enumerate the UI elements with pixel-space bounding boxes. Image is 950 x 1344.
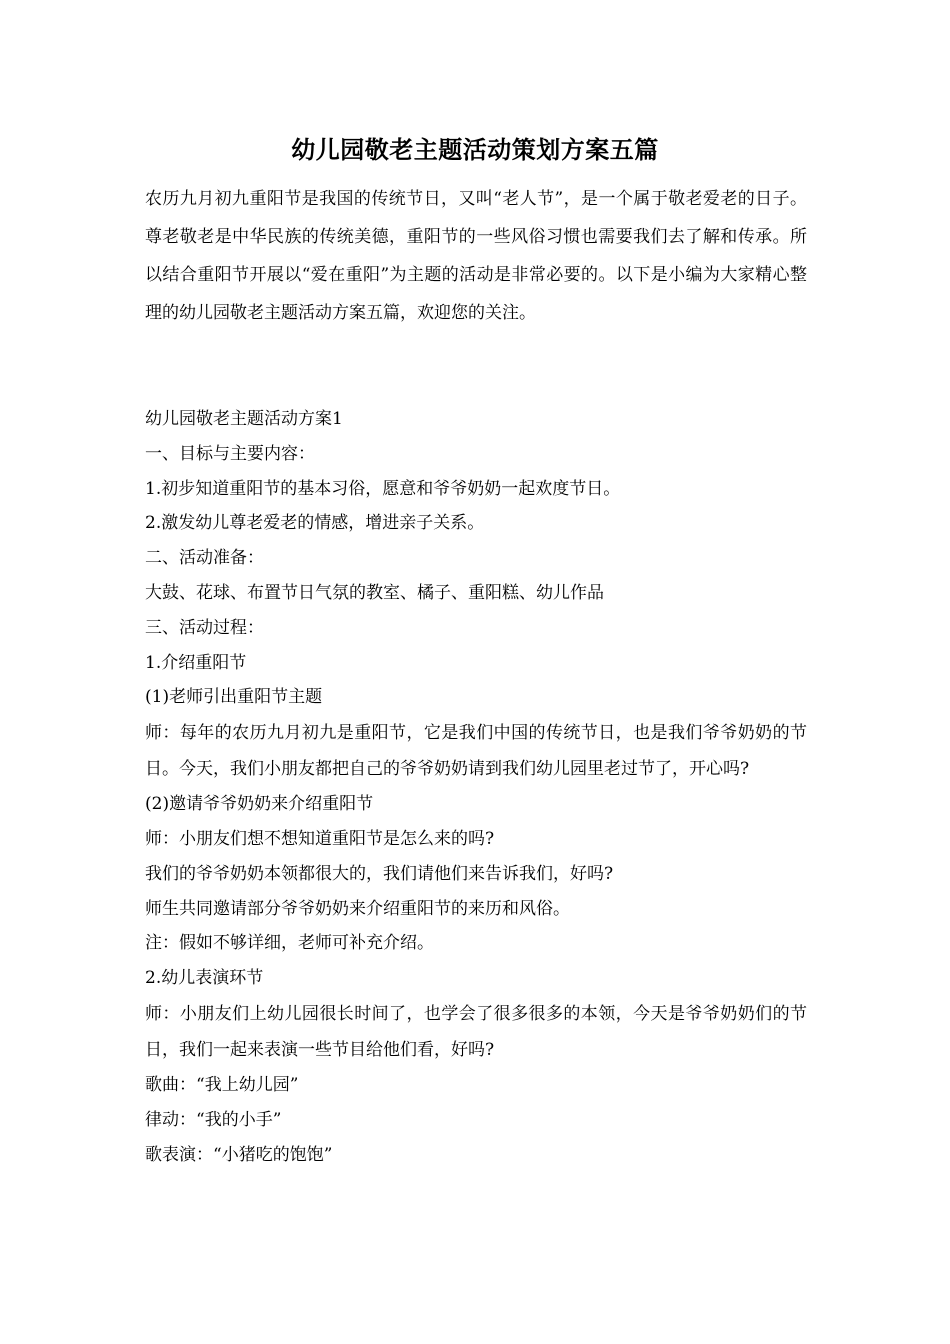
document-title: 幼儿园敬老主题活动策划方案五篇: [291, 135, 659, 164]
text-paragraph: 师：小朋友们上幼儿园很长时间了，也学会了很多很多的本领，今天是爷爷奶奶们的节日，我们一起来表演一些节目给他们看，好吗?: [145, 1003, 807, 1060]
text-line: (1)老师引出重阳节主题: [145, 687, 323, 708]
text-line: 我们的爷爷奶奶本领都很大的，我们请他们来告诉我们，好吗?: [145, 863, 614, 884]
text-line: 律动：“我的小手”: [145, 1109, 282, 1130]
subsection-heading: 三、活动过程：: [145, 617, 264, 638]
subsection-heading: 二、活动准备：: [145, 548, 264, 569]
text-paragraph: 师：每年的农历九月初九是重阳节，它是我们中国的传统节日，也是我们爷爷奶奶的节日。今天，我们小朋友都把自己的爷爷奶奶请到我们幼儿园里老过节了，开心吗?: [145, 723, 807, 780]
text-line: 歌表演：“小猪吃的饱饱”: [145, 1144, 333, 1165]
text-line: 1.介绍重阳节: [145, 652, 247, 673]
section-heading: 幼儿园敬老主题活动方案1: [145, 409, 343, 429]
text-line: 注：假如不够详细，老师可补充介绍。: [145, 933, 434, 954]
text-line: 1.初步知道重阳节的基本习俗，愿意和爷爷奶奶一起欢度节日。: [145, 478, 621, 499]
text-line: 2.幼儿表演环节: [145, 968, 264, 989]
intro-paragraph: 农历九月初九重阳节是我国的传统节日，又叫“老人节”，是一个属于敬老爱老的日子。尊老敬老是中华民族的传统美德，重阳节的一些风俗习惯也需要我们去了解和传承。所以结合重阳节开展以“爱在重阳”为主题的活动是非常必要的。以下是小编为大家精心整理的幼儿园敬老主题活动方案五篇，欢迎您的关注。: [145, 189, 807, 323]
text-line: 2.激发幼儿尊老爱老的情感，增进亲子关系。: [145, 513, 485, 534]
text-line: (2)邀请爷爷奶奶来介绍重阳节: [145, 794, 374, 815]
text-line: 师：小朋友们想不想知道重阳节是怎么来的吗?: [145, 828, 495, 849]
text-line: 歌曲：“我上幼儿园”: [145, 1074, 299, 1095]
body-content: [145, 402, 807, 1172]
text-line: 大鼓、花球、布置节日气氛的教室、橘子、重阳糕、幼儿作品: [145, 582, 604, 603]
text-line: 师生共同邀请部分爷爷奶奶来介绍重阳节的来历和风俗。: [145, 898, 570, 919]
subsection-heading: 一、目标与主要内容：: [145, 443, 315, 464]
